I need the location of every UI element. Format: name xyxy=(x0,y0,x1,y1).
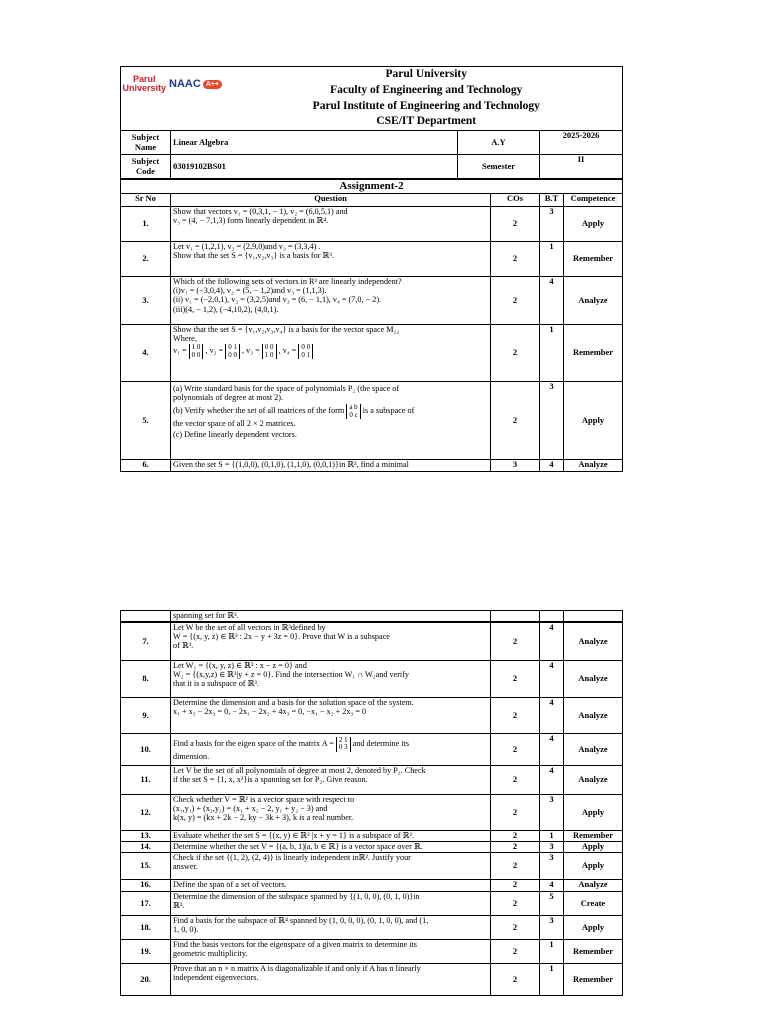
bt-value: 1 xyxy=(540,831,564,842)
question-text xyxy=(171,853,491,880)
col-sr: Sr No xyxy=(121,194,171,207)
table-row xyxy=(121,698,623,734)
q-line: Show that the set S = {v₁,v₂,v₃,v₄} is a basis for the vector space M₂₂ xyxy=(173,325,400,334)
q-line: Which of the following sets of vectors in R³ are linearly independent? xyxy=(173,277,402,286)
co-value: 2 xyxy=(491,916,540,940)
ay-label: A.Y xyxy=(458,131,540,155)
q-line: Find a basis for the subspace of ℝ⁴ spanned by (1, 0, 0, 0), (0, 1, 0, 0), and (1, xyxy=(173,916,429,925)
question-text xyxy=(171,842,491,853)
bt-value: 4 xyxy=(540,766,564,795)
bt-value: 5 xyxy=(540,892,564,916)
table-row xyxy=(121,623,623,661)
sr-no: 11. xyxy=(121,766,171,795)
competence-value: Analyze xyxy=(564,661,623,698)
co-value: 2 xyxy=(491,277,540,325)
q-line: W = {(x, y, z) ∈ ℝ³ : 2x − y + 3z = 0}. Prove that W is a subspace xyxy=(173,632,390,642)
q-line: v₃ = (4, − 7,1,3) form linearly dependent in ℝ⁴. xyxy=(173,216,329,226)
subject-name-label: Subject Name xyxy=(121,131,171,155)
bt-value: 3 xyxy=(540,382,564,460)
sr-no: 12. xyxy=(121,795,171,831)
competence-value: Apply xyxy=(564,207,623,242)
matrix-label: , v₂ = xyxy=(205,346,224,356)
q-line: geometric multiplicity. xyxy=(173,949,248,959)
question-text xyxy=(171,277,491,325)
q-line: (x₁,y₁) + (x₂,y₂) = (x₁ + x₂ − 2, y₁ + y₂ − 3) and xyxy=(173,804,328,814)
matrix-v1 xyxy=(189,344,204,359)
competence-value: Analyze xyxy=(564,460,623,472)
header-line-1: Parul University xyxy=(385,68,467,81)
table-row xyxy=(121,892,623,916)
column-headers xyxy=(121,194,623,207)
bt-value: 3 xyxy=(540,207,564,242)
matrix-row: 0 0 xyxy=(264,343,274,352)
question-text xyxy=(171,661,491,698)
title-cell xyxy=(122,67,623,131)
competence-value: Remember xyxy=(564,940,623,964)
competence-value: Apply xyxy=(564,795,623,831)
q-line: answer. xyxy=(173,862,198,872)
sr-no: 13. xyxy=(121,831,171,842)
question-text xyxy=(171,242,491,277)
university-logo xyxy=(123,75,243,94)
q-line: that it is a subspace of ℝ³. xyxy=(173,679,259,689)
assignment-title: Assignment-2 xyxy=(121,180,623,194)
col-cos: COs xyxy=(491,194,540,207)
header-table xyxy=(120,66,623,179)
competence-value: Analyze xyxy=(564,698,623,734)
bt-value: 4 xyxy=(540,880,564,892)
matrix-row: 0 1 xyxy=(228,343,237,352)
q-text: is a subspace of xyxy=(362,406,415,416)
question-text xyxy=(171,940,491,964)
sr-no: 5. xyxy=(121,382,171,460)
q-line: 1, 0, 0). xyxy=(173,925,199,935)
co-value: 2 xyxy=(491,964,540,996)
bt-value: 4 xyxy=(540,698,564,734)
q-line: Determine the dimension and a basis for the solution space of the system. xyxy=(173,698,414,707)
matrix-row: 0 3 xyxy=(338,743,348,752)
matrix-row: 0 0 xyxy=(191,350,201,359)
ay-value: 2025-2026 xyxy=(540,131,623,155)
co-value: 2 xyxy=(491,734,540,766)
col-bt: B.T xyxy=(540,194,564,207)
subject-code-label: Subject Code xyxy=(121,155,171,179)
q-line: Where, xyxy=(173,334,197,344)
q-line: polynomials of degree at most 2). xyxy=(173,393,284,403)
q-line: Evaluate whether the set S = {(x, y) ∈ ℝ² |x + y = 1} is a subspace of ℝ². xyxy=(173,831,414,840)
matrix-row: 0 0 xyxy=(228,350,237,359)
questions-table-3 xyxy=(120,622,623,996)
q-line: Show that the set S = {v₁,v₂,v₃} is a basis for ℝ³. xyxy=(173,251,334,261)
q-line: Find the basis vectors for the eigenspace of a given matrix to determine its xyxy=(173,940,417,949)
competence-value: Analyze xyxy=(564,880,623,892)
table-row xyxy=(121,853,623,880)
co-value: 3 xyxy=(491,460,540,472)
matrix-a xyxy=(336,737,351,752)
co-value: 2 xyxy=(491,853,540,880)
q-line: (ii) v₁ = (−2,0,1), v₂ = (3,2,5)and v₃ = (6, − 1,1), v₄ = (7,0, − 2). xyxy=(173,295,382,305)
matrix-row: 0 1 xyxy=(301,350,311,359)
semester-label: Semester xyxy=(458,155,540,179)
q-line: Determine the dimension of the subspace spanned by {(1, 0, 0), (0, 1, 0)}in xyxy=(173,892,420,901)
bt-value: 1 xyxy=(540,325,564,382)
bt-value: 4 xyxy=(540,460,564,472)
sr-no: 14. xyxy=(121,842,171,853)
q-line: W₂ = {(x,y,z) ∈ ℝ³|y + z = 0}. Find the intersection W₁ ∩ W₂and verify xyxy=(173,670,410,680)
co-value: 2 xyxy=(491,698,540,734)
bt-value: 4 xyxy=(540,661,564,698)
question-text xyxy=(171,795,491,831)
q-line: ℝ³. xyxy=(173,901,185,911)
table-row xyxy=(121,242,623,277)
matrix-label: , v₃ = xyxy=(242,346,260,356)
questions-table-1 xyxy=(120,179,623,472)
sr-no: 6. xyxy=(121,460,171,472)
competence-value: Analyze xyxy=(564,277,623,325)
sr-no: 19. xyxy=(121,940,171,964)
matrix-row: 2 1 xyxy=(338,736,348,744)
co-value: 2 xyxy=(491,242,540,277)
sr-no: 2. xyxy=(121,242,171,277)
q-line: Let v₁ = (1,2,1), v₂ = (2,9,0)and v₃ = (3,3,4) . xyxy=(173,242,321,251)
naac-text: NAAC xyxy=(169,78,201,91)
parul-logo xyxy=(123,75,167,94)
q-line: Check whether V = ℝ² is a vector space with respect to xyxy=(173,795,355,804)
co-value: 2 xyxy=(491,661,540,698)
question-text xyxy=(171,880,491,892)
question-text xyxy=(171,831,491,842)
q-line: Check if the set {(1, 2), (2, 4)} is linearly independent inℝ². Justify your xyxy=(173,853,411,862)
competence-value: Remember xyxy=(564,325,623,382)
table-row xyxy=(121,325,623,382)
q-line xyxy=(173,737,488,752)
matrix-row: 0 c xyxy=(349,410,358,419)
bt-value: 3 xyxy=(540,916,564,940)
subject-name: Linear Algebra xyxy=(171,131,458,155)
page-2 xyxy=(120,610,622,996)
competence-value: Create xyxy=(564,892,623,916)
sr-no: 4. xyxy=(121,325,171,382)
question-text xyxy=(171,734,491,766)
table-row xyxy=(121,277,623,325)
competence-value: Apply xyxy=(564,382,623,460)
q-line: Show that vectors v₁ = (0,3,1, − 1), v₂ = (6,0,5,1) and xyxy=(173,207,348,216)
sr-no: 10. xyxy=(121,734,171,766)
bt-value: 1 xyxy=(540,242,564,277)
naac-logo xyxy=(169,78,222,90)
sr-no: 15. xyxy=(121,853,171,880)
bt-value: 4 xyxy=(540,277,564,325)
sr-no: 16. xyxy=(121,880,171,892)
subject-code: 03019102BS01 xyxy=(171,155,458,179)
bt-value: 1 xyxy=(540,940,564,964)
competence-value: Remember xyxy=(564,964,623,996)
table-row xyxy=(121,611,623,622)
co-value: 2 xyxy=(491,831,540,842)
competence-value: Remember xyxy=(564,242,623,277)
table-row xyxy=(121,734,623,766)
q-line: (a) Write standard basis for the space of polynomials P₂ (the space of xyxy=(173,384,400,393)
sr-no: 9. xyxy=(121,698,171,734)
q-line: (i)v₁ = (−3,0,4), v₂ = (5, − 1,2)and v₃ = (1,1,3). xyxy=(173,286,327,296)
matrix-label: , v₄ = xyxy=(278,346,297,356)
header-line-4: CSE/IT Department xyxy=(376,115,477,128)
q-line: (c) Define linearly dependent vectors. xyxy=(173,430,297,440)
col-competence: Competence xyxy=(564,194,623,207)
question-text xyxy=(171,207,491,242)
matrix-v4 xyxy=(298,344,313,359)
table-row xyxy=(121,795,623,831)
matrix-row: 1 0 xyxy=(264,350,274,359)
sr-no: 1. xyxy=(121,207,171,242)
semester-value: II xyxy=(540,155,623,179)
q-line xyxy=(173,404,488,419)
table-row xyxy=(121,382,623,460)
q-line: independent eigenvectors. xyxy=(173,973,259,983)
sr-no: 17. xyxy=(121,892,171,916)
col-question: Question xyxy=(171,194,491,207)
table-row xyxy=(121,661,623,698)
competence-value: Analyze xyxy=(564,766,623,795)
bt-value: 3 xyxy=(540,795,564,831)
co-value: 2 xyxy=(491,325,540,382)
q-line: dimension. xyxy=(173,751,210,761)
q-line: of ℝ³. xyxy=(173,641,194,651)
question-continuation: spanning set for ℝ³. xyxy=(171,611,491,622)
competence-value: Remember xyxy=(564,831,623,842)
sr-no: 18. xyxy=(121,916,171,940)
table-row xyxy=(121,831,623,842)
matrix-v2 xyxy=(225,344,240,359)
questions-table-2 xyxy=(120,610,623,622)
matrix-form xyxy=(346,404,360,419)
co-value: 2 xyxy=(491,842,540,853)
matrix-row: 0 0 xyxy=(301,343,311,352)
competence-value: Analyze xyxy=(564,734,623,766)
matrix-row: a b xyxy=(349,403,358,412)
q-line: Let W₁ = {(x, y, z) ∈ ℝ³ : x − z = 0} and xyxy=(173,661,307,670)
question-text xyxy=(171,382,491,460)
co-value: 2 xyxy=(491,795,540,831)
bt-value: 1 xyxy=(540,964,564,996)
basis-matrices xyxy=(173,344,488,359)
q-line: Determine whether the set V = {(a, b, 1)|a, b ∈ ℝ} is a vector space over ℝ. xyxy=(173,842,423,851)
co-value: 2 xyxy=(491,382,540,460)
empty-cell xyxy=(564,611,623,622)
table-row xyxy=(121,940,623,964)
question-text xyxy=(171,623,491,661)
co-value: 2 xyxy=(491,623,540,661)
competence-value: Analyze xyxy=(564,623,623,661)
table-row xyxy=(121,916,623,940)
bt-value: 3 xyxy=(540,842,564,853)
question-text xyxy=(171,916,491,940)
q-line: the vector space of all 2 × 2 matrices. xyxy=(173,419,296,429)
logo-line1: Parul xyxy=(133,74,156,84)
page-1 xyxy=(120,66,622,472)
q-line: k(x, y) = (kx + 2k − 2, ky − 3k + 3), k is a real number. xyxy=(173,813,354,823)
table-row xyxy=(121,460,623,472)
q-text: Find a basis for the eigen space of the matrix A = xyxy=(173,739,334,749)
co-value: 2 xyxy=(491,892,540,916)
co-value: 2 xyxy=(491,940,540,964)
question-text xyxy=(171,892,491,916)
sr-no: 20. xyxy=(121,964,171,996)
competence-value: Apply xyxy=(564,916,623,940)
q-line: x₁ + x₂ − 2x₃ = 0, − 2x₁ − 2x₂ + 4x₃ = 0, −x₁ − x₂ + 2x₃ = 0 xyxy=(173,707,367,717)
q-line: Prove that an n × n matrix A is diagonalizable if and only if A has n linearly xyxy=(173,964,421,973)
q-line: Let V be the set of all polynomials of degree at most 2, denoted by P₂. Check xyxy=(173,766,426,775)
q-line: if the set S = {1, x, x²}is a spanning set for P₂. Give reason. xyxy=(173,775,368,785)
empty-cell xyxy=(540,611,564,622)
question-text xyxy=(171,766,491,795)
table-row xyxy=(121,880,623,892)
naac-grade: A++ xyxy=(203,80,222,90)
bt-value: 4 xyxy=(540,734,564,766)
q-text: and determine its xyxy=(352,739,410,749)
q-line: Let W be the set of all vectors in ℝ³defined by xyxy=(173,623,326,632)
co-value: 2 xyxy=(491,766,540,795)
sr-no: 8. xyxy=(121,661,171,698)
table-row xyxy=(121,842,623,853)
table-row xyxy=(121,207,623,242)
co-value: 2 xyxy=(491,207,540,242)
question-text: Given the set S = {(1,0,0), (0,1,0), (1,1,0), (0,0,1)}in ℝ³, find a minimal xyxy=(171,460,491,472)
bt-value: 4 xyxy=(540,623,564,661)
q-line: Define the span of a set of vectors. xyxy=(173,880,287,889)
bt-value: 3 xyxy=(540,853,564,880)
question-text xyxy=(171,964,491,996)
question-text xyxy=(171,698,491,734)
header-line-3: Parul Institute of Engineering and Technology xyxy=(312,99,540,112)
q-text: (b) Verify whether the set of all matrices of the form xyxy=(173,406,345,416)
header-line-2: Faculty of Engineering and Technology xyxy=(330,83,523,96)
competence-value: Apply xyxy=(564,853,623,880)
competence-value: Apply xyxy=(564,842,623,853)
table-row xyxy=(121,766,623,795)
sr-no: 3. xyxy=(121,277,171,325)
question-text xyxy=(171,325,491,382)
matrix-label: v₁ = xyxy=(173,346,187,356)
empty-cell xyxy=(121,611,171,622)
logo-line2: University xyxy=(122,83,167,94)
co-value: 2 xyxy=(491,880,540,892)
q-line: (iii)(4, − 1,2), (−4,10,2), (4,0,1). xyxy=(173,304,279,314)
matrix-v3 xyxy=(262,344,277,359)
sr-no: 7. xyxy=(121,623,171,661)
empty-cell xyxy=(491,611,540,622)
matrix-row: 1 0 xyxy=(191,343,201,352)
table-row xyxy=(121,964,623,996)
